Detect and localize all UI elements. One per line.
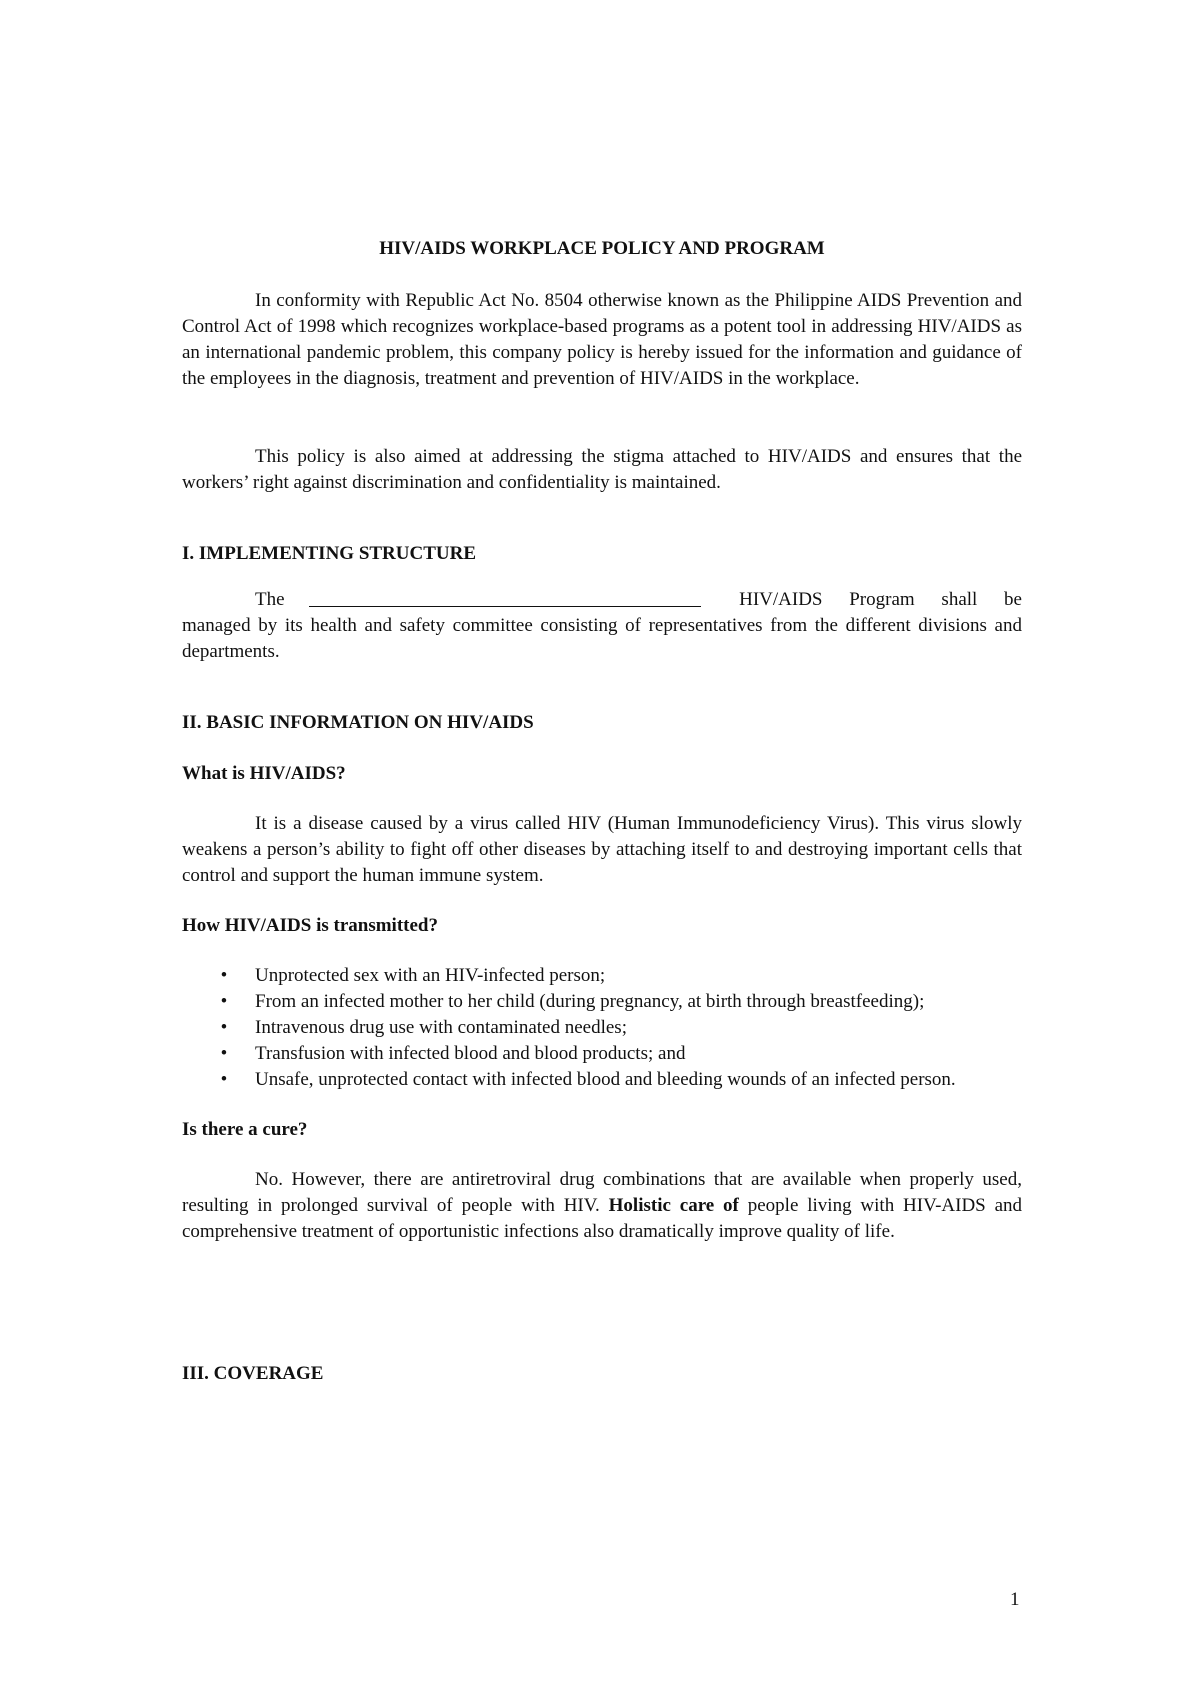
implementing-structure-paragraph: managed by its health and safety committee consisting of representatives from the different divisions and departments.	[182, 615, 1022, 662]
answer-is-there-a-cure	[182, 1167, 1022, 1245]
section-heading-basic-information: II. BASIC INFORMATION ON HIV/AIDS	[182, 712, 534, 733]
list-item	[182, 1041, 1022, 1067]
page-number: 1	[1010, 1589, 1020, 1610]
list-item	[182, 989, 1022, 1015]
answer-what-is-hiv: It is a disease caused by a virus called HIV (Human Immunodeficiency Virus). This virus slowly weakens a person’s ability to fight off other diseases by attaching itself to and destroying important cells that control and support the human immune system.	[182, 813, 1022, 886]
answer-cure-bold: Holistic care of	[608, 1195, 739, 1216]
bullet-icon: •	[220, 1017, 228, 1038]
intro-paragraph-1: In conformity with Republic Act No. 8504 otherwise known as the Philippine AIDS Prevention and Control Act of 1998 which recognizes workplace-based programs as a potent tool in addressing HIV/AIDS as an international pandemic problem, this company policy is hereby issued for the information and guidance of the employees in the diagnosis, treatment and prevention of HIV/AIDS in the workplace.	[182, 290, 1022, 389]
list-item-text: Intravenous drug use with contaminated needles;	[255, 1017, 627, 1038]
answer-cure-part-1: No. However, there are antiretroviral drug combinations that are available when properly used, resulting in prolonged survival of people with HIV.	[182, 1169, 1022, 1216]
company-name-blank	[309, 588, 701, 607]
list-item-text: Unsafe, unprotected contact with infected blood and bleeding wounds of an infected person.	[255, 1069, 956, 1090]
question-what-is-hiv: What is HIV/AIDS?	[182, 763, 346, 784]
implementing-structure-first-line	[182, 587, 1022, 613]
bullet-icon: •	[220, 1069, 228, 1090]
bullet-icon: •	[220, 1043, 228, 1064]
list-item	[182, 1015, 1022, 1041]
section-heading-implementing-structure: I. IMPLEMENTING STRUCTURE	[182, 543, 477, 564]
list-item-text: Unprotected sex with an HIV-infected person;	[255, 965, 606, 986]
list-item	[182, 963, 1022, 989]
question-is-there-a-cure: Is there a cure?	[182, 1119, 308, 1140]
question-how-transmitted: How HIV/AIDS is transmitted?	[182, 915, 438, 936]
bullet-icon: •	[220, 965, 228, 986]
transmission-list	[182, 963, 1022, 1093]
implementing-structure-the: The	[255, 589, 285, 610]
section-heading-coverage: III. COVERAGE	[182, 1363, 324, 1384]
implementing-structure-line-end: HIV/AIDS Program shall be	[739, 589, 1022, 610]
intro-paragraph-2: This policy is also aimed at addressing the stigma attached to HIV/AIDS and ensures that the workers’ right against discrimination and confidentiality is maintained.	[182, 446, 1022, 493]
bullet-icon: •	[220, 991, 228, 1012]
document-body	[182, 236, 1022, 1387]
document-title: HIV/AIDS WORKPLACE POLICY AND PROGRAM	[379, 238, 825, 259]
list-item-text: From an infected mother to her child (during pregnancy, at birth through breastfeeding);	[255, 991, 925, 1012]
answer-cure-part-2: people living with HIV-AIDS and comprehensive treatment of opportunistic infections also dramatically improve quality of life.	[182, 1195, 1023, 1242]
list-item-text: Transfusion with infected blood and blood products; and	[255, 1043, 686, 1064]
list-item	[182, 1067, 1022, 1093]
